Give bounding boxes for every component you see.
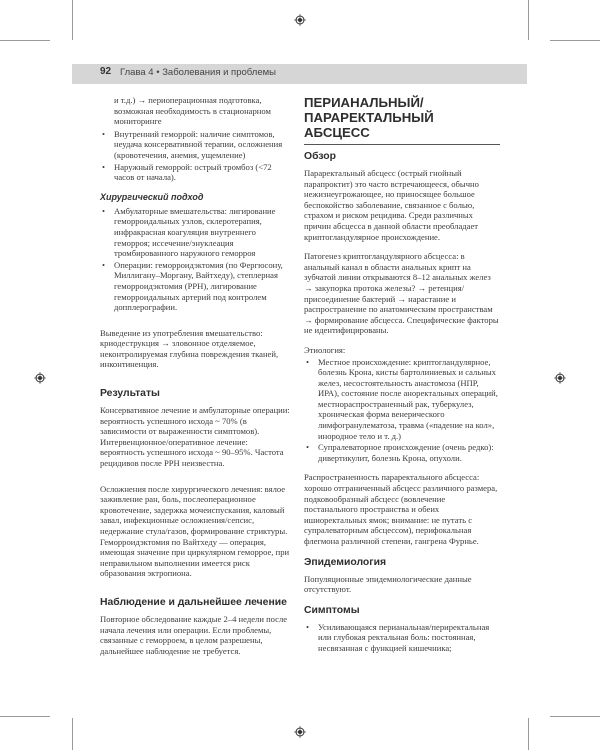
etiology-label: Этиология: — [304, 344, 346, 355]
epidemiology-text: Популяционные эпидемиологические данные отсутствуют. — [304, 573, 472, 595]
page-number: 92 — [100, 66, 112, 77]
crop-mark — [72, 0, 73, 40]
surgical-heading: Хирургический подход — [100, 191, 204, 202]
registration-mark-icon — [294, 14, 306, 26]
crop-mark — [528, 718, 529, 750]
crop-mark — [550, 40, 600, 41]
surgical-list — [100, 206, 290, 313]
chapter-title: Глава 4 • Заболевания и проблемы — [120, 67, 276, 78]
section-title — [304, 95, 500, 140]
crop-mark — [0, 716, 50, 717]
followup-heading: Наблюдение и дальнейшее лечение — [100, 596, 287, 608]
section-title-line: ПАРАРЕКТАЛЬНЫЙ АБСЦЕСС — [304, 110, 434, 140]
left-column — [100, 95, 290, 665]
crop-mark — [528, 0, 529, 40]
right-column — [304, 95, 500, 663]
list-item: • Внутренний геморрой: наличие симптомов, неудача консервативной терапии, осложнения (кровотечения, анемия, ущемление) — [114, 129, 290, 161]
overview-text: Параректальный абсцесс (острый гнойный парапроктит) это часто встречающееся, обычно нежизнеугрожающее, но приносящее большое беспокойство заболевание, связанное с болью, страхом и риском рецидива. Среди различных причин абсцесса в данной области преобладает криптогландулярное происхождение. — [304, 168, 479, 242]
avoid-text: Выведение из употребления вмешательство: криодеструкция → зловонное отделяемое, неконтролируемая глубина повреждения тканей, инконтиненция. — [100, 327, 279, 370]
list-item: • Местное происхождение: криптогландулярное, болезнь Крона, кисты бартолиниевых и сальных желез, несостоятельность анастомоза (НПР, ИРА), состояние после аноректальных операций, местнораспространенный рак, туберкулез, хроническая форма венерического лимфогранулематоза, травма («падение на кол», инородное тело и т. д.) — [318, 357, 500, 442]
crop-mark — [72, 718, 73, 750]
results-heading: Результаты — [100, 388, 160, 400]
list-item: • Операции: геморроидэктомия (по Фергюсону, Миллигану–Моргану, Вайтхеду), степлерная геморроидэктомия (PPH), лигирование геморроидальных артерий под контролем допплерографии. — [114, 260, 290, 313]
crop-mark — [550, 716, 600, 717]
registration-mark-icon — [554, 372, 566, 384]
results-text: Консервативное лечение и амбулаторные операции: вероятность успешного исхода ~ 70% (в зависимости от выраженности симптомов). Интервенционное/оперативное лечение: вероятность успешного исхода ~ 90–95%. Частота рецидивов после PPH неизвестна. — [100, 405, 290, 469]
complications-text: Осложнения после хирургического лечения: вялое заживление ран, боль, послеоперационное кровотечение, задержка мочеиспускания, каловый завал, инфекционные осложнения/сепсис, недержание стула/газов, формирование стриктуры. Геморроидэктомия по Вайтхеду — операция, имеющая значение при циркулярном геморрое, при неправильном выполнении имеется риск образования эктропиона. — [100, 483, 290, 579]
intro-text: и т.д.) → периоперационная подготовка, возможная необходимость в стационарном мониторинге — [114, 95, 271, 127]
section-title-line: ПЕРИАНАЛЬНЫЙ/ — [304, 95, 424, 110]
epidemiology-heading: Эпидемиология — [304, 556, 387, 568]
registration-mark-icon — [34, 372, 46, 384]
spread-text: Распространенность параректального абсцесса: хорошо отграниченный абсцесс различного размера, подковообразный абсцесс (вовлечение постанального пространства и обеих ишиоректальных ямок; внимание: не путать с супралеваторным абсцессом), перифокальная флегмона различной степени, гангрена Фурнье. — [304, 472, 498, 546]
title-rule — [304, 144, 500, 145]
registration-mark-icon — [294, 726, 306, 738]
intro-list — [100, 129, 290, 183]
crop-mark — [0, 40, 50, 41]
list-item: • Наружный геморрой: острый тромбоз (<72 часов от начала). — [114, 162, 290, 183]
symptoms-list — [304, 622, 500, 654]
pathogenesis-text: Патогенез криптогландулярного абсцесса: в анальный канал в области анальных крипт на зубчатой линии открываются 8–12 анальных желез → закупорка протока железы? → ретенция/присоединение бактерий → нарастание и распространение по анатомическим пространствам → формирование абсцесса. Специфические факторы не идентифицированы. — [304, 251, 499, 336]
symptoms-heading: Симптомы — [304, 604, 360, 616]
list-item: • Амбулаторные вмешательства: лигирование геморроидальных узлов, склеротерапия, инфракрасная коагуляция внутреннего геморроя; иссечение/энуклеация тромбированного наружного геморроя — [114, 206, 290, 259]
list-item: • Супралеваторное происхождение (очень редко): дивертикулит, болезнь Крона, опухоли. — [318, 442, 500, 463]
etiology-list — [304, 357, 500, 464]
followup-text: Повторное обследование каждые 2–4 недели после начала лечения или операции. Если проблемы, связанные с геморроем, в целом разрешены, дальнейшее наблюдение не требуется. — [100, 613, 288, 656]
overview-heading: Обзор — [304, 151, 336, 162]
list-item: • Усиливающаяся перианальная/периректальная или глубокая ректальная боль: постоянная, несвязанная с функцией кишечника; — [318, 622, 500, 654]
